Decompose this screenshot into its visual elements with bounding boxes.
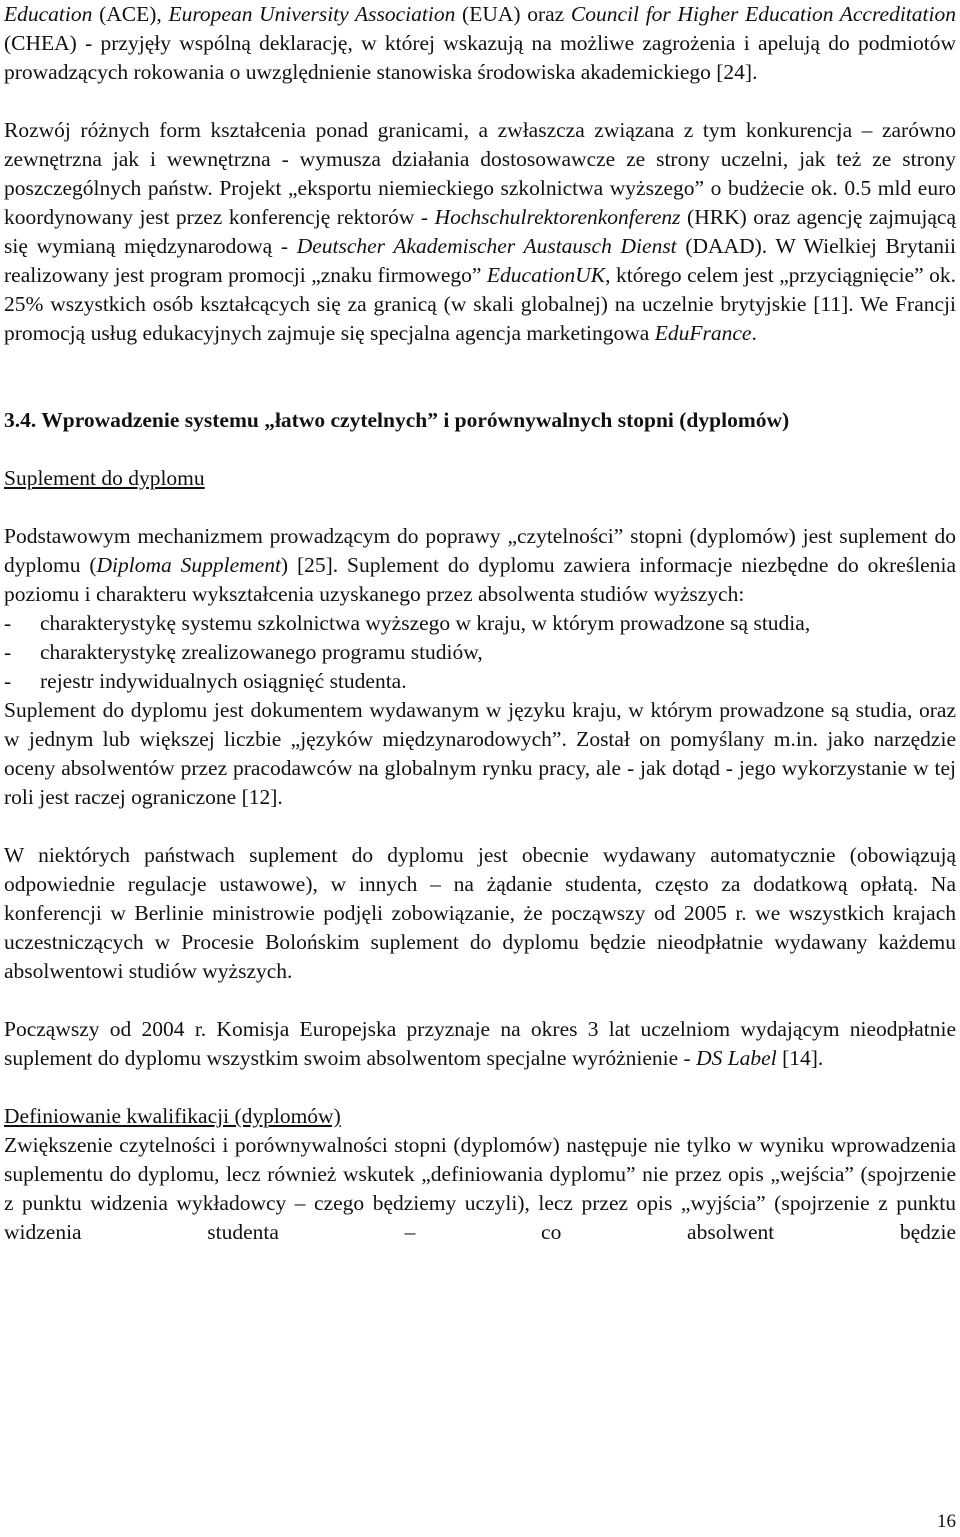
org-name: Education bbox=[4, 2, 93, 26]
spacer bbox=[4, 348, 956, 406]
spacer bbox=[4, 1073, 956, 1102]
text-run: (DAAD). W Wielkiej Brytanii realizowany jest program promocji „znaku firmowego” bbox=[4, 234, 957, 287]
text-run: Rozwój różnych form kształcenia ponad granicami, a zwłaszcza związana z tym konkurencja – zarówno zewnętrzna jak i wewnętrzna - wymusza działania dostosowawcze ze strony uczelni, jak też ze strony poszczególnych państw. Projekt „eksportu niemieckiego szkolnictwa wyższego” o budżecie ok. 0.5 mld euro koordynowany jest przez konferencję rektorów - bbox=[4, 118, 956, 229]
org-name: European University Association bbox=[168, 2, 456, 26]
spacer bbox=[4, 812, 956, 841]
term: Diploma Supplement bbox=[96, 553, 281, 577]
list-item-text: rejestr indywidualnych osiągnięć studenta. bbox=[40, 669, 407, 693]
paragraph-issuance: W niektórych państwach suplement do dyplomu jest obecnie wydawany automatycznie (obowiązują odpowiednie regulacje ustawowe), w innych – na żądanie studenta, często za dodatkową opłatą. Na konferencji w Berlinie ministrowie podjęli zobowiązanie, że począwszy od 2005 r. we wszystkich krajach uczestniczących w Procesie Bolońskim suplement do dyplomu będzie nieodpłatnie wydawany każdemu absolwentowi studiów wyższych. bbox=[4, 843, 956, 983]
paragraph-development bbox=[4, 116, 956, 348]
list-item bbox=[4, 667, 956, 696]
text-run: Począwszy od 2004 r. Komisja Europejska przyznaje na okres 3 lat uczelniom wydającym nieodpłatnie suplement do dyplomu wszystkim swoim absolwentom specjalne wyróżnienie - bbox=[4, 1017, 956, 1070]
text-run: , którego celem jest „przyciągnięcie” ok. 25% wszystkich osób kształcących się za granicą (w skali globalnej) na uczelnie brytyjskie [11]. We Francji promocją usług edukacyjnych zajmuje się specjalna agencja marketingowa bbox=[4, 263, 957, 345]
paragraph-supplement bbox=[4, 522, 956, 609]
paragraph-supplement-language: Suplement do dyplomu jest dokumentem wydawanym w języku kraju, w którym prowadzone są studia, oraz w jednym lub większej liczbie „języków międzynarodowych”. Został on pomyślany m.in. jako narzędzie oceny absolwentów przez pracodawców na globalnym rynku pracy, ale - jak dotąd - jego wykorzystanie w tej roli jest raczej ograniczone [12]. bbox=[4, 698, 956, 809]
text-run: . bbox=[751, 321, 757, 345]
text-run: (EUA) oraz bbox=[455, 2, 571, 26]
subsection-heading-supplement: Suplement do dyplomu bbox=[4, 466, 205, 490]
spacer bbox=[4, 986, 956, 1015]
text-run: (HRK) oraz agencję zajmującą się wymianą międzynarodową - bbox=[4, 205, 956, 258]
term: DS Label bbox=[696, 1046, 777, 1070]
list-item-text: charakterystykę zrealizowanego programu studiów, bbox=[40, 640, 483, 664]
text-run: (ACE), bbox=[92, 2, 169, 26]
list-item bbox=[4, 609, 956, 638]
list-dash: - bbox=[4, 640, 12, 664]
text-run: ) [25]. Suplement do dyplomu zawiera informacje niezbędne do określenia poziomu i charakteru wykształcenia uzyskanego przez absolwenta studiów wyższych: bbox=[4, 553, 956, 606]
list-item bbox=[4, 638, 956, 667]
list-dash: - bbox=[4, 611, 12, 635]
text-run: Podstawowym mechanizmem prowadzącym do poprawy „czytelności” stopni (dyplomów) jest suplement do dyplomu ( bbox=[4, 524, 956, 577]
paragraph-qualifications: Zwiększenie czytelności i porównywalności stopni (dyplomów) następuje nie tylko w wyniku wprowadzenia suplementu do dyplomu, lecz również wskutek „definiowania dyplomu” nie przez opis „wejścia” (spojrzenie z punktu widzenia wykładowcy – czego będziemy uczyli), lecz przez opis „wyjścia” (spojrzenie z punktu widzenia studenta – co absolwent będzie bbox=[4, 1133, 956, 1244]
text-run: [14]. bbox=[776, 1046, 824, 1070]
paragraph-intro bbox=[4, 0, 956, 87]
paragraph-ds-label bbox=[4, 1015, 956, 1073]
org-name: Council for Higher Education Accreditation bbox=[570, 2, 956, 26]
subsection-heading-qualifications: Definiowanie kwalifikacji (dyplomów) bbox=[4, 1104, 341, 1128]
text-run: (CHEA) - przyjęły wspólną deklarację, w której wskazują na możliwe zagrożenia i apelują do podmiotów prowadzących rokowania o uwzględnienie stanowiska środowiska akademickiego [24]. bbox=[4, 31, 956, 84]
section-heading: 3.4. Wprowadzenie systemu „łatwo czytelnych” i porównywalnych stopni (dyplomów) bbox=[4, 408, 790, 432]
supplement-contents-list bbox=[4, 609, 956, 696]
page-number: 16 bbox=[937, 1511, 956, 1532]
document-page bbox=[4, 0, 956, 1247]
list-dash: - bbox=[4, 669, 12, 693]
agency-name: EduFrance bbox=[654, 321, 752, 345]
brand-name: EducationUK bbox=[486, 263, 606, 287]
spacer bbox=[4, 493, 956, 522]
spacer bbox=[4, 435, 956, 464]
list-item-text: charakterystykę systemu szkolnictwa wyższego w kraju, w którym prowadzone są studia, bbox=[40, 611, 811, 635]
org-name: Deutscher Akademischer Austausch Dienst bbox=[296, 234, 677, 258]
spacer bbox=[4, 87, 956, 116]
org-name: Hochschulrektorenkonferenz bbox=[434, 205, 681, 229]
